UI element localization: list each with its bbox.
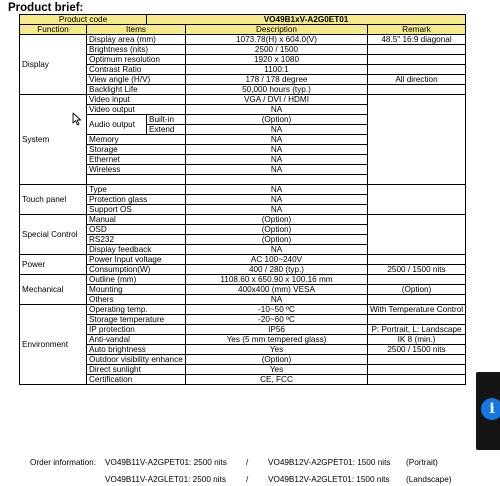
item-cell: Operating temp.: [87, 304, 186, 314]
remark-cell: 2500 / 1500 nits: [368, 264, 466, 274]
mouse-cursor-icon: [72, 112, 82, 126]
table-row: [20, 35, 466, 45]
description-cell: 1920 x 1080: [186, 55, 368, 65]
description-cell: VGA / DVI / HDMI: [186, 95, 368, 105]
item-cell: Ethernet: [87, 155, 186, 165]
table-row: [20, 45, 466, 55]
item-cell: Auto brightness: [87, 344, 186, 354]
item-cell: Power Input voltage: [87, 254, 186, 264]
remark-cell: [368, 254, 466, 264]
item-cell: [87, 175, 186, 185]
item-cell: Backlight Life: [87, 85, 186, 95]
item-cell: Mounting: [87, 284, 186, 294]
sub-item-cell: Extend: [147, 125, 186, 135]
item-cell: Video input: [87, 95, 186, 105]
remark-cell: With Temperature Control: [368, 304, 466, 314]
table-row: [20, 264, 466, 274]
description-cell: IP56: [186, 324, 368, 334]
item-cell: Display area (mm): [87, 35, 186, 45]
function-cell: Display: [20, 35, 87, 95]
item-cell: Outline (mm): [87, 274, 186, 284]
table-row: [20, 324, 466, 334]
function-cell: Special Control: [20, 214, 87, 254]
description-cell: NA: [186, 125, 368, 135]
remark-cell: [368, 374, 466, 384]
description-cell: NA: [186, 105, 368, 115]
item-cell: Direct sunlight: [87, 364, 186, 374]
description-cell: 2500 / 1500: [186, 45, 368, 55]
description-cell: Yes: [186, 344, 368, 354]
item-cell: IP protection: [87, 324, 186, 334]
item-cell: Wireless: [87, 165, 186, 175]
description-cell: (Option): [186, 354, 368, 364]
remark-cell: (Option): [368, 284, 466, 294]
table-row: [20, 254, 466, 264]
order-info-item: VO49B12V-A2GPET01: 1500 nits: [268, 458, 391, 467]
remark-cell: IK 8 (min.): [368, 334, 466, 344]
description-cell: NA: [186, 204, 368, 214]
function-cell: Touch panel: [20, 184, 87, 214]
description-cell: -20~60 ºC: [186, 314, 368, 324]
function-cell: Power: [20, 254, 87, 274]
table-row: [20, 65, 466, 75]
description-cell: 178 / 178 degree: [186, 75, 368, 85]
remark-cell: [368, 364, 466, 374]
item-cell: Contrast Ratio: [87, 65, 186, 75]
item-cell: Consumption(W): [87, 264, 186, 274]
order-info-mode: (Landscape): [406, 475, 452, 484]
item-cell: Support OS: [87, 204, 186, 214]
function-cell: System: [20, 95, 87, 185]
table-row: [20, 55, 466, 65]
remark-cell: [368, 294, 466, 304]
table-row: [20, 85, 466, 95]
remark-cell: 2500 / 1500 nits: [368, 344, 466, 354]
description-cell: CE, FCC: [186, 374, 368, 384]
description-cell: NA: [186, 165, 368, 175]
order-info-label: Order information:: [30, 458, 96, 467]
item-cell: Protection glass: [87, 194, 186, 204]
item-cell: Display feedback: [87, 244, 186, 254]
table-row: [20, 214, 466, 224]
description-cell: (Option): [186, 224, 368, 234]
column-header-row: [20, 25, 466, 35]
order-info-item: VO49B11V-A2GPET01: 2500 nits: [105, 458, 227, 467]
table-row: [20, 364, 466, 374]
column-header: Description: [186, 25, 368, 35]
description-cell: NA: [186, 155, 368, 165]
table-row: [20, 304, 466, 314]
item-cell: Outdoor visibility enhance: [87, 354, 186, 364]
table-row: [20, 334, 466, 344]
description-cell: 1100:1: [186, 65, 368, 75]
remark-cell: [368, 95, 466, 185]
remark-cell: All direction: [368, 75, 466, 85]
item-cell: Brightness (nits): [87, 45, 186, 55]
product-code-label: Product code: [20, 15, 147, 25]
table-row: [20, 314, 466, 324]
description-cell: 50,000 hours (typ.): [186, 85, 368, 95]
order-info-separator: /: [246, 475, 249, 484]
column-header: Remark: [368, 25, 466, 35]
table-row: [20, 374, 466, 384]
item-cell: OSD: [87, 224, 186, 234]
item-cell: Certification: [87, 374, 186, 384]
info-icon[interactable]: i: [481, 398, 500, 420]
sub-item-cell: Built-in: [147, 115, 186, 125]
item-cell: Optimum resolution: [87, 55, 186, 65]
item-cell: Memory: [87, 135, 186, 145]
remark-cell: [368, 354, 466, 364]
spec-table: [19, 14, 466, 385]
remark-cell: [368, 65, 466, 75]
remark-cell: [368, 85, 466, 95]
remark-cell: [368, 214, 466, 254]
description-cell: NA: [186, 135, 368, 145]
table-row: [20, 95, 466, 105]
order-info-item: VO49B12V-A2GLET01: 1500 nits: [268, 475, 390, 484]
remark-cell: [368, 184, 466, 214]
item-cell: Storage temperature: [87, 314, 186, 324]
item-cell: RS232: [87, 234, 186, 244]
order-info-mode: (Portrait): [406, 458, 438, 467]
description-cell: NA: [186, 194, 368, 204]
remark-cell: P: Portrait, L: Landscape: [368, 324, 466, 334]
description-cell: NA: [186, 145, 368, 155]
function-cell: Mechanical: [20, 274, 87, 304]
page-title: Product brief:: [8, 2, 84, 14]
table-row: [20, 75, 466, 85]
function-cell: Environment: [20, 304, 87, 384]
remark-cell: [368, 55, 466, 65]
description-cell: AC 100~240V: [186, 254, 368, 264]
product-code-value: VO49B1xV-A2G0ET01: [147, 15, 466, 25]
item-cell: Audio output: [87, 115, 147, 135]
item-cell: Video output: [87, 105, 186, 115]
description-cell: (Option): [186, 115, 368, 125]
item-cell: Anti-vandal: [87, 334, 186, 344]
table-row: [20, 15, 466, 25]
description-cell: -10~50 ºC: [186, 304, 368, 314]
table-row: [20, 184, 466, 194]
remark-cell: [368, 274, 466, 284]
description-cell: (Option): [186, 234, 368, 244]
description-cell: 400 / 280 (typ.): [186, 264, 368, 274]
table-row: [20, 274, 466, 284]
table-row: [20, 284, 466, 294]
description-cell: NA: [186, 294, 368, 304]
remark-cell: [368, 314, 466, 324]
description-cell: NA: [186, 244, 368, 254]
description-cell: [186, 175, 368, 185]
item-cell: Storage: [87, 145, 186, 155]
remark-cell: [368, 45, 466, 55]
description-cell: NA: [186, 184, 368, 194]
table-row: [20, 294, 466, 304]
column-header: Items: [87, 25, 186, 35]
description-cell: (Option): [186, 214, 368, 224]
remark-cell: 48.5" 16:9 diagonal: [368, 35, 466, 45]
item-cell: Type: [87, 184, 186, 194]
description-cell: 1108.60 x 650.90 x 100.16 mm: [186, 274, 368, 284]
order-info-separator: /: [246, 458, 249, 467]
table-row: [20, 344, 466, 354]
description-cell: Yes: [186, 364, 368, 374]
order-info-item: VO49B11V-A2GLET01: 2500 nits: [105, 475, 226, 484]
description-cell: Yes (5 mm tempered glass): [186, 334, 368, 344]
description-cell: 1073.78(H) x 604.0(V): [186, 35, 368, 45]
description-cell: 400x400 (mm) VESA: [186, 284, 368, 294]
item-cell: Others: [87, 294, 186, 304]
column-header: Function: [20, 25, 87, 35]
item-cell: Manual: [87, 214, 186, 224]
table-row: [20, 354, 466, 364]
item-cell: View angle (H/V): [87, 75, 186, 85]
